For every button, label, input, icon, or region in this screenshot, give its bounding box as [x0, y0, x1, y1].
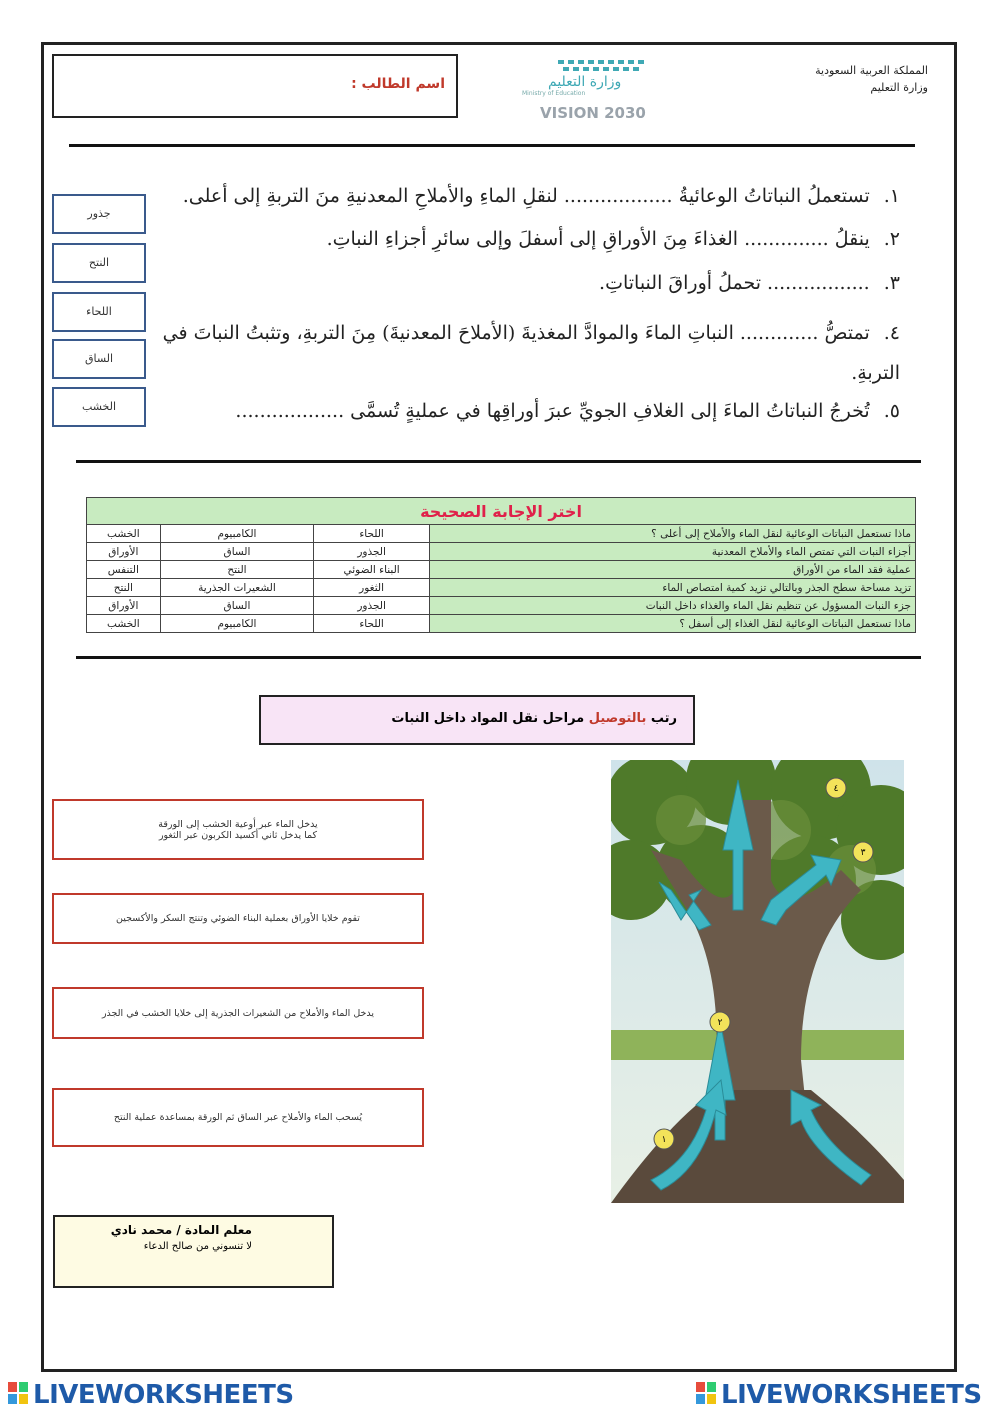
question-number: ٣.	[883, 272, 900, 294]
brand-text: LIVEWORKSHEETS	[721, 1380, 982, 1410]
liveworksheets-icon	[8, 1380, 30, 1406]
liveworksheets-logo-left	[8, 1380, 294, 1410]
question-text: تستعملُ النباتاتُ الوعائيةُ .................. لنقلِ الماءِ والأملاحِ المعدنيةِ منَ التربةِ إلى أعلى.	[182, 185, 870, 207]
liveworksheets-icon	[696, 1380, 718, 1406]
table-row	[87, 579, 916, 597]
option-cell[interactable]: اللحاء	[314, 615, 430, 633]
question-number: ٤.	[883, 322, 900, 344]
question-text: تمتصُّ ............. النباتِ الماءَ والموادَّ المغذيةَ (الأملاحَ المعدنيةَ) مِنَ التربةِ، وتثبتُ النباتَ في التربةِ.	[162, 322, 900, 384]
mcq-question: جزء النبات المسؤول عن تنظيم نقل الماء والغذاء داخل النبات	[429, 597, 915, 615]
word-bank-item[interactable]: الخشب	[52, 387, 146, 427]
question-2[interactable]	[180, 224, 900, 254]
question-text: ينقلُ .............. الغذاءَ مِنَ الأوراقِ إلى أسفلَ وإلى سائرِ أجزاءِ النباتِ.	[326, 228, 870, 250]
liveworksheets-logo-right	[696, 1380, 982, 1410]
question-5[interactable]	[180, 396, 900, 426]
option-cell[interactable]: البناء الضوئي	[314, 561, 430, 579]
question-3[interactable]	[180, 268, 900, 298]
table-row	[87, 543, 916, 561]
tree-label-2: ٢	[717, 1018, 723, 1028]
student-name-label: اسم الطالب :	[351, 76, 445, 92]
table-row	[87, 525, 916, 543]
step-text: تقوم خلايا الأوراق بعملية البناء الضوئي وتنتج السكر والأكسجين	[116, 913, 360, 924]
tree-diagram	[611, 760, 904, 1203]
mcq-question: تزيد مساحة سطح الجذر وبالتالي تزيد كمية امتصاص الماء	[429, 579, 915, 597]
option-cell[interactable]: الكامبيوم	[160, 525, 314, 543]
option-cell[interactable]: التنفس	[87, 561, 161, 579]
logo-arabic-text: وزارة التعليم	[548, 74, 622, 90]
mcq-question: ماذا تستعمل النباتات الوعائية لنقل الماء والأملاح إلى أعلى ؟	[429, 525, 915, 543]
ordering-step[interactable]	[52, 1088, 424, 1147]
ministry-header	[815, 62, 928, 96]
tree-label-4: ٤	[833, 784, 839, 794]
ministry-label: وزارة التعليم	[870, 81, 928, 94]
option-cell[interactable]: الأوراق	[87, 597, 161, 615]
divider-2	[76, 460, 921, 463]
option-cell[interactable]: الكامبيوم	[160, 615, 314, 633]
option-cell[interactable]: الجذور	[314, 543, 430, 561]
question-text: ................. تحملُ أوراقَ النباتاتِ.	[599, 272, 870, 294]
option-cell[interactable]: الخشب	[87, 615, 161, 633]
step-text: يدخل الماء عبر أوعية الخشب إلى الورقة	[158, 818, 318, 830]
option-cell[interactable]: النتح	[160, 561, 314, 579]
teacher-name: معلم المادة / محمد نادي	[110, 1223, 252, 1237]
word-bank-item[interactable]: الساق	[52, 339, 146, 379]
step-text: يدخل الماء والأملاح من الشعيرات الجذرية إلى خلايا الخشب في الجذر	[101, 1007, 375, 1019]
teacher-note: لا تنسوني من صالح الدعاء	[143, 1241, 252, 1252]
option-cell[interactable]: الجذور	[314, 597, 430, 615]
option-cell[interactable]: اللحاء	[314, 525, 430, 543]
mcq-question: أجزاء النبات التي تمتص الماء والأملاح المعدنية	[429, 543, 915, 561]
table-row	[87, 597, 916, 615]
table-row	[87, 615, 916, 633]
option-cell[interactable]: الساق	[160, 597, 314, 615]
brand-text: LIVEWORKSHEETS	[33, 1380, 294, 1410]
step-text: يُسحب الماء والأملاح عبر الساق ثم الورقة بمساعدة عملية النتح	[113, 1112, 363, 1123]
question-number: ٥.	[883, 400, 900, 422]
word-bank-item[interactable]: النتح	[52, 243, 146, 283]
ordering-title	[259, 695, 695, 745]
kingdom-label: المملكة العربية السعودية	[815, 64, 928, 77]
option-cell[interactable]: النتح	[87, 579, 161, 597]
ordering-title-highlight: بالتوصيل	[588, 711, 651, 726]
mcq-table	[86, 497, 916, 633]
divider-1	[69, 144, 915, 147]
question-text: تُخرجُ النباتاتُ الماءَ إلى الغلافِ الجويِّ عبرَ أوراقِها في عمليةٍ تُسمَّى ..................	[235, 400, 870, 422]
question-number: ١.	[883, 185, 900, 207]
option-cell[interactable]: الشعيرات الجذرية	[160, 579, 314, 597]
option-cell[interactable]: الخشب	[87, 525, 161, 543]
word-bank-item[interactable]: جذور	[52, 194, 146, 234]
ordering-step[interactable]	[52, 799, 424, 860]
vision-logo-text: VISION 2030	[540, 104, 646, 122]
step-text: كما يدخل ثاني أكسيد الكربون عبر الثغور	[158, 829, 318, 841]
ordering-title-rest: مراحل نقل المواد داخل النبات	[391, 711, 589, 726]
option-cell[interactable]: الساق	[160, 543, 314, 561]
option-cell[interactable]: الثغور	[314, 579, 430, 597]
divider-3	[76, 656, 921, 659]
word-bank-item[interactable]: اللحاء	[52, 292, 146, 332]
mcq-question: عملية فقد الماء من الأوراق	[429, 561, 915, 579]
ordering-step[interactable]	[52, 987, 424, 1039]
mcq-title: اختر الإجابة الصحيحة	[87, 498, 916, 525]
tree-label-3: ٣	[860, 848, 866, 858]
question-1[interactable]	[180, 181, 900, 211]
ordering-step[interactable]	[52, 893, 424, 944]
question-number: ٢.	[883, 228, 900, 250]
option-cell[interactable]: الأوراق	[87, 543, 161, 561]
logo-english-text: Ministry of Education	[522, 90, 586, 97]
ordering-title-prefix: رتب	[650, 711, 677, 726]
teacher-box	[53, 1215, 334, 1288]
ministry-logo	[518, 58, 658, 122]
tree-label-1: ١	[661, 1135, 667, 1145]
table-row	[87, 561, 916, 579]
question-4[interactable]	[155, 313, 900, 393]
mcq-question: ماذا تستعمل النباتات الوعائية لنقل الغذاء إلى أسفل ؟	[429, 615, 915, 633]
